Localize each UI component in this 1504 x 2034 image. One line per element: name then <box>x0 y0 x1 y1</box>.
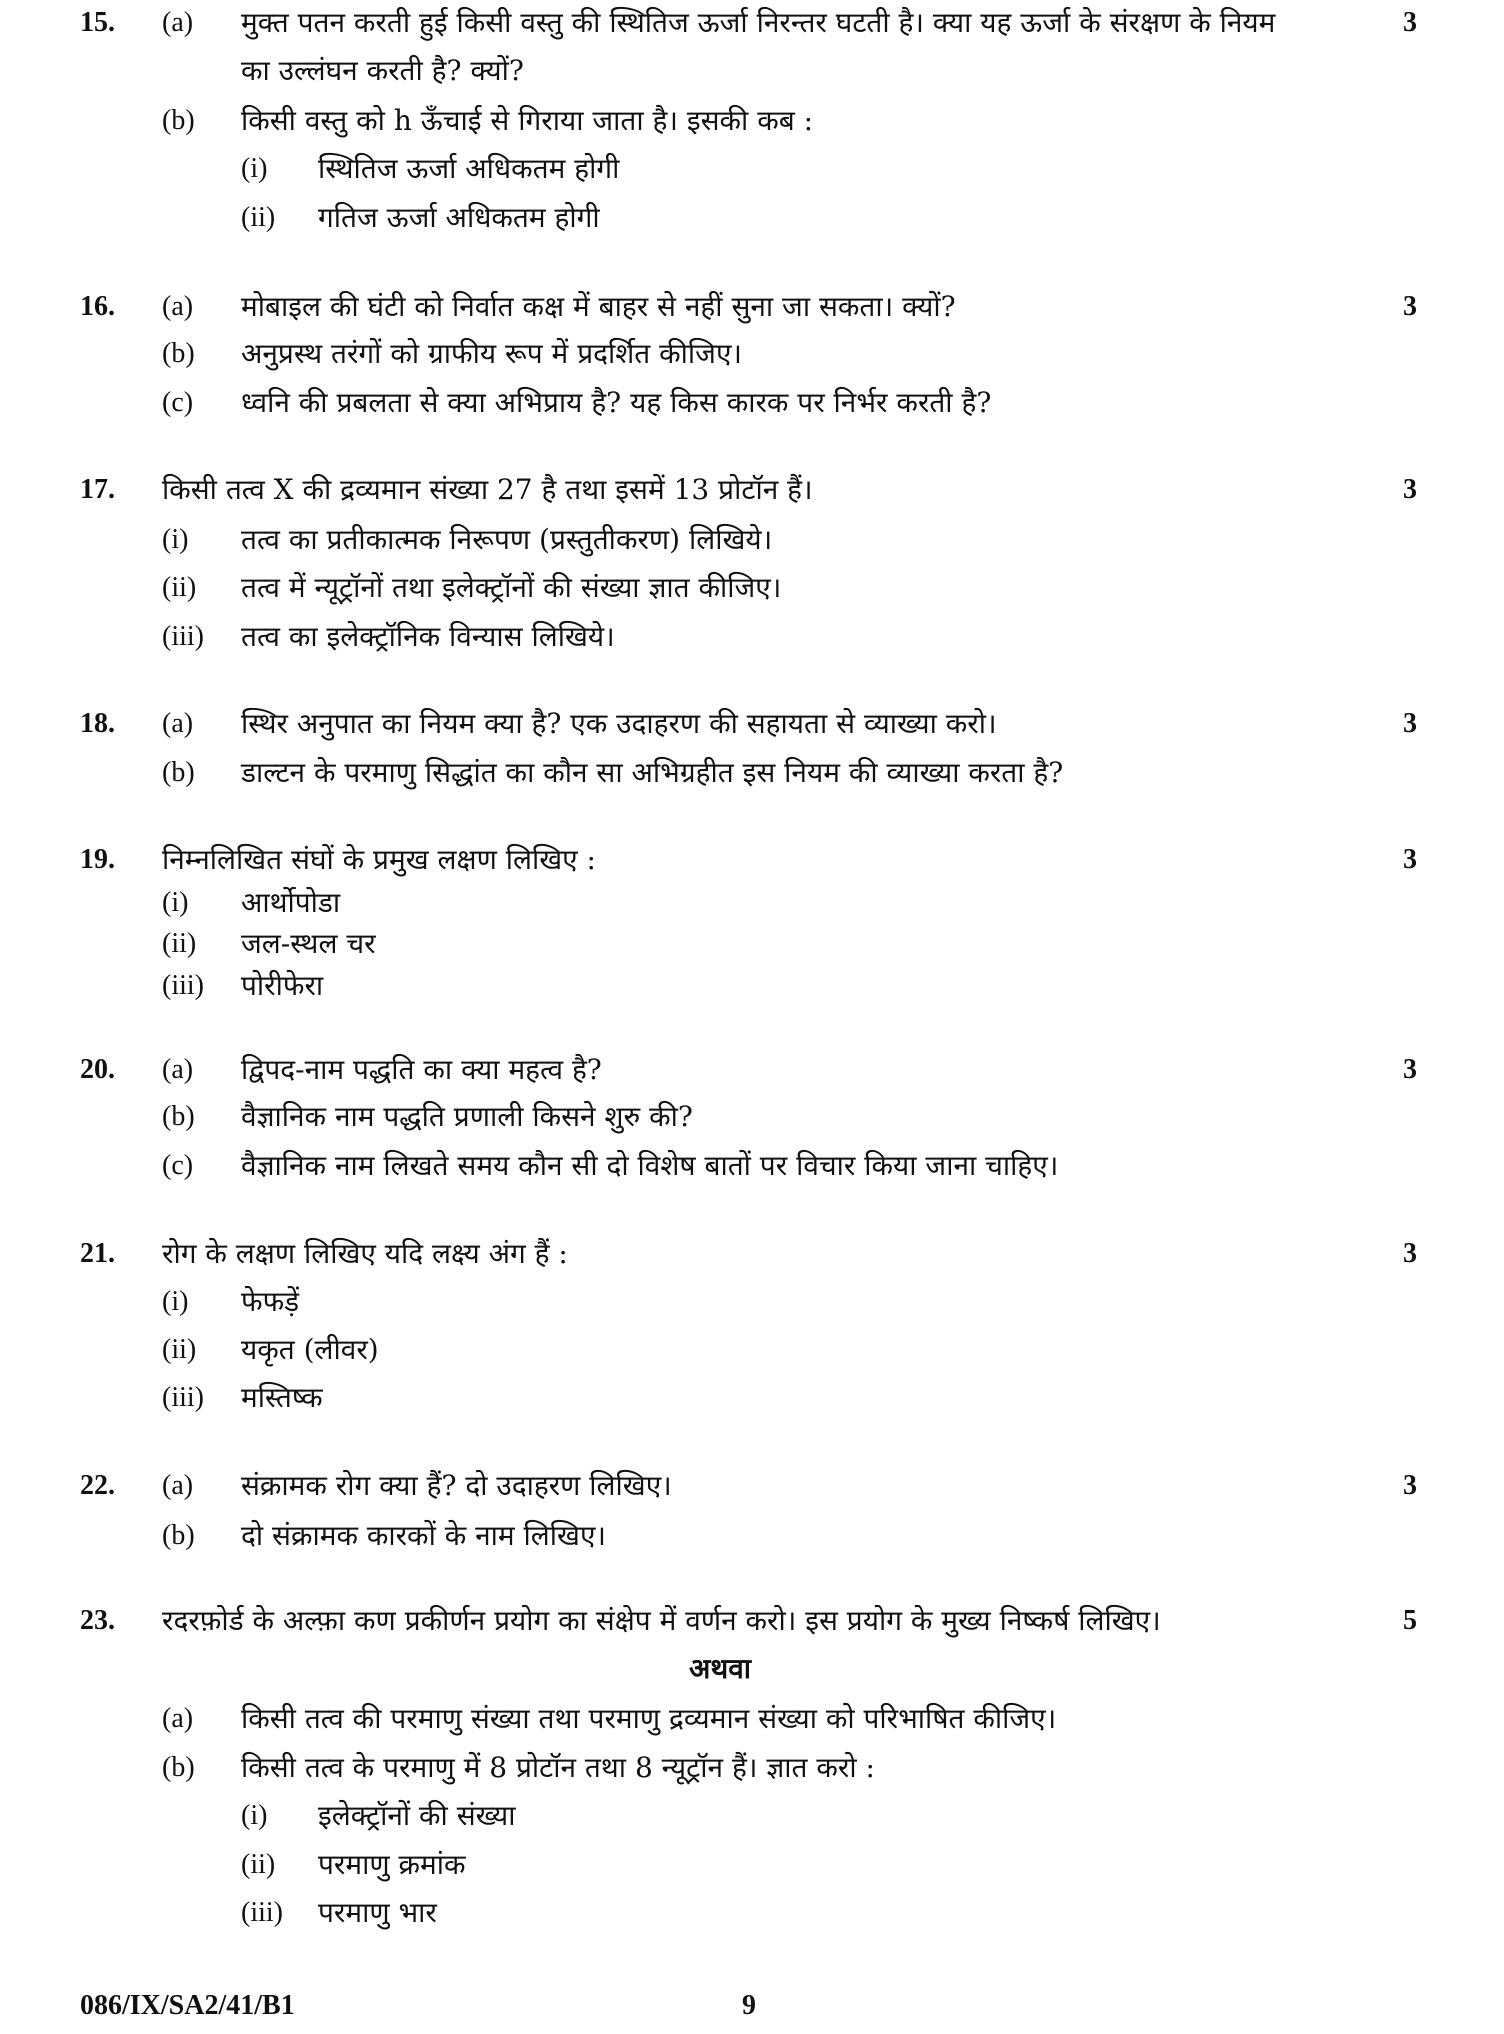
part-label: (a) <box>162 1703 194 1734</box>
question-text: डाल्टन के परमाणु सिद्धांत का कौन सा अभिग्रहीत इस नियम की व्याख्या करता है? <box>241 756 1064 789</box>
subpart-label: (iii) <box>162 1382 204 1413</box>
question-text: का उल्लंघन करती है? क्यों? <box>241 54 524 87</box>
or-heading: अथवा <box>688 1652 752 1685</box>
part-label: (a) <box>162 291 194 322</box>
subpart-label: (i) <box>162 1286 189 1317</box>
marks: 3 <box>1403 844 1417 875</box>
subpart-label: (i) <box>162 524 189 555</box>
question-text: किसी तत्व की परमाणु संख्या तथा परमाणु द्रव्यमान संख्या को परिभाषित कीजिए। <box>241 1702 1057 1735</box>
question-number: 19. <box>80 844 115 875</box>
subpart-text: पोरीफेरा <box>241 969 324 1002</box>
question-number: 15. <box>80 7 115 38</box>
part-label: (b) <box>162 338 195 369</box>
page-number: 9 <box>742 1990 756 2021</box>
subpart-label: (i) <box>162 887 189 918</box>
marks: 3 <box>1403 708 1417 739</box>
marks: 3 <box>1403 1238 1417 1269</box>
subpart-label: (i) <box>241 153 268 184</box>
part-label: (a) <box>162 1054 194 1085</box>
question-number: 22. <box>80 1470 115 1501</box>
subpart-text: फेफड़ें <box>241 1285 300 1318</box>
part-label: (b) <box>162 105 195 136</box>
question-text: वैज्ञानिक नाम लिखते समय कौन सी दो विशेष बातों पर विचार किया जाना चाहिए। <box>241 1149 1059 1182</box>
marks: 3 <box>1403 474 1417 505</box>
subpart-label: (i) <box>241 1800 268 1831</box>
marks: 3 <box>1403 291 1417 322</box>
subpart-text: मस्तिष्क <box>241 1381 323 1414</box>
subpart-text: जल-स्थल चर <box>241 927 376 960</box>
part-label: (b) <box>162 1520 195 1551</box>
marks: 5 <box>1403 1605 1417 1636</box>
subpart-label: (ii) <box>241 202 276 233</box>
question-number: 20. <box>80 1054 115 1085</box>
paper-code: 086/IX/SA2/41/B1 <box>80 1990 295 2021</box>
marks: 3 <box>1403 7 1417 38</box>
subpart-label: (iii) <box>241 1897 283 1928</box>
part-label: (a) <box>162 708 194 739</box>
question-text: किसी वस्तु को h ऊँचाई से गिराया जाता है। इसकी कब : <box>241 104 814 137</box>
part-label: (b) <box>162 757 195 788</box>
question-text: वैज्ञानिक नाम पद्धति प्रणाली किसने शुरु की? <box>241 1100 693 1133</box>
subpart-label: (iii) <box>162 621 204 652</box>
question-text: ध्वनि की प्रबलता से क्या अभिप्राय है? यह किस कारक पर निर्भर करती है? <box>241 386 992 419</box>
part-label: (a) <box>162 1470 194 1501</box>
subpart-text: तत्व का प्रतीकात्मक निरूपण (प्रस्तुतीकरण) लिखिये। <box>241 523 773 556</box>
part-label: (b) <box>162 1752 195 1783</box>
question-text: किसी तत्व के परमाणु में 8 प्रोटॉन तथा 8 न्यूट्रॉन हैं। ज्ञात करो : <box>241 1751 875 1784</box>
subpart-text: आर्थोपोडा <box>241 886 341 919</box>
marks: 3 <box>1403 1470 1417 1501</box>
question-number: 17. <box>80 474 115 505</box>
subpart-text: यकृत (लीवर) <box>241 1333 379 1366</box>
subpart-text: परमाणु भार <box>318 1896 437 1929</box>
question-text: स्थिर अनुपात का नियम क्या है? एक उदाहरण की सहायता से व्याख्या करो। <box>241 707 997 740</box>
question-text: निम्नलिखित संघों के प्रमुख लक्षण लिखिए : <box>162 843 596 876</box>
subpart-text: परमाणु क्रमांक <box>318 1848 466 1881</box>
question-text: रोग के लक्षण लिखिए यदि लक्ष्य अंग हैं : <box>162 1237 568 1270</box>
part-label: (a) <box>162 7 194 38</box>
subpart-text: तत्व में न्यूट्रॉनों तथा इलेक्ट्रॉनों की संख्या ज्ञात कीजिए। <box>241 571 782 604</box>
subpart-label: (iii) <box>162 970 204 1001</box>
question-text: मोबाइल की घंटी को निर्वात कक्ष में बाहर से नहीं सुना जा सकता। क्यों? <box>241 290 956 323</box>
question-number: 21. <box>80 1238 115 1269</box>
question-text: द्विपद-नाम पद्धति का क्या महत्व है? <box>241 1053 602 1086</box>
question-text: रदरफ़ोर्ड के अल्फ़ा कण प्रकीर्णन प्रयोग का संक्षेप में वर्णन करो। इस प्रयोग के मुख्य निष्कर्ष लिखिए। <box>162 1604 1161 1637</box>
subpart-text: गतिज ऊर्जा अधिकतम होगी <box>318 201 600 234</box>
part-label: (c) <box>162 1150 194 1181</box>
question-text: अनुप्रस्थ तरंगों को ग्राफीय रूप में प्रदर्शित कीजिए। <box>241 337 743 370</box>
question-number: 18. <box>80 708 115 739</box>
subpart-text: तत्व का इलेक्ट्रॉनिक विन्यास लिखिये। <box>241 620 615 653</box>
question-number: 16. <box>80 291 115 322</box>
subpart-text: इलेक्ट्रॉनों की संख्या <box>318 1799 516 1832</box>
subpart-label: (ii) <box>241 1849 276 1880</box>
marks: 3 <box>1403 1054 1417 1085</box>
question-text: संक्रामक रोग क्या हैं? दो उदाहरण लिखिए। <box>241 1469 672 1502</box>
question-text: किसी तत्व X की द्रव्यमान संख्या 27 है तथा इसमें 13 प्रोटॉन हैं। <box>162 473 813 506</box>
part-label: (c) <box>162 387 194 418</box>
part-label: (b) <box>162 1101 195 1132</box>
subpart-label: (ii) <box>162 1334 197 1365</box>
subpart-label: (ii) <box>162 928 197 959</box>
question-text: दो संक्रामक कारकों के नाम लिखिए। <box>241 1519 607 1552</box>
subpart-text: स्थितिज ऊर्जा अधिकतम होगी <box>318 152 620 185</box>
question-text: मुक्त पतन करती हुई किसी वस्तु की स्थितिज ऊर्जा निरन्तर घटती है। क्या यह ऊर्जा के संरक्षण के नियम <box>241 6 1276 39</box>
question-number: 23. <box>80 1605 115 1636</box>
subpart-label: (ii) <box>162 572 197 603</box>
